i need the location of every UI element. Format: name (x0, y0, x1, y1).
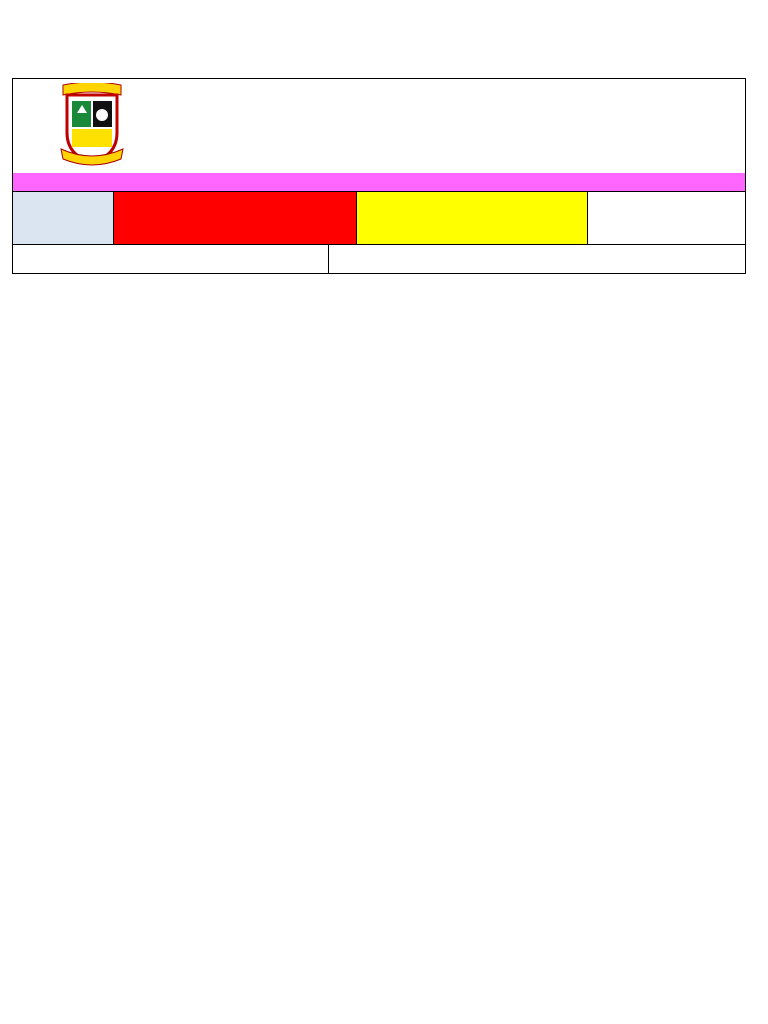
report-header (12, 78, 746, 173)
convention-note (588, 192, 745, 244)
report-sheet (12, 78, 746, 274)
convention-bs (357, 192, 387, 244)
grade-title (13, 245, 329, 273)
grade-row (12, 245, 746, 274)
convention-b (114, 192, 234, 244)
areas-label (329, 245, 745, 273)
school-crest-icon (55, 83, 129, 167)
convention-b-desc (234, 192, 357, 244)
convention-bs-desc (387, 192, 588, 244)
conventions-label (13, 192, 114, 244)
week-banner (12, 173, 746, 192)
conventions-row (12, 192, 746, 245)
